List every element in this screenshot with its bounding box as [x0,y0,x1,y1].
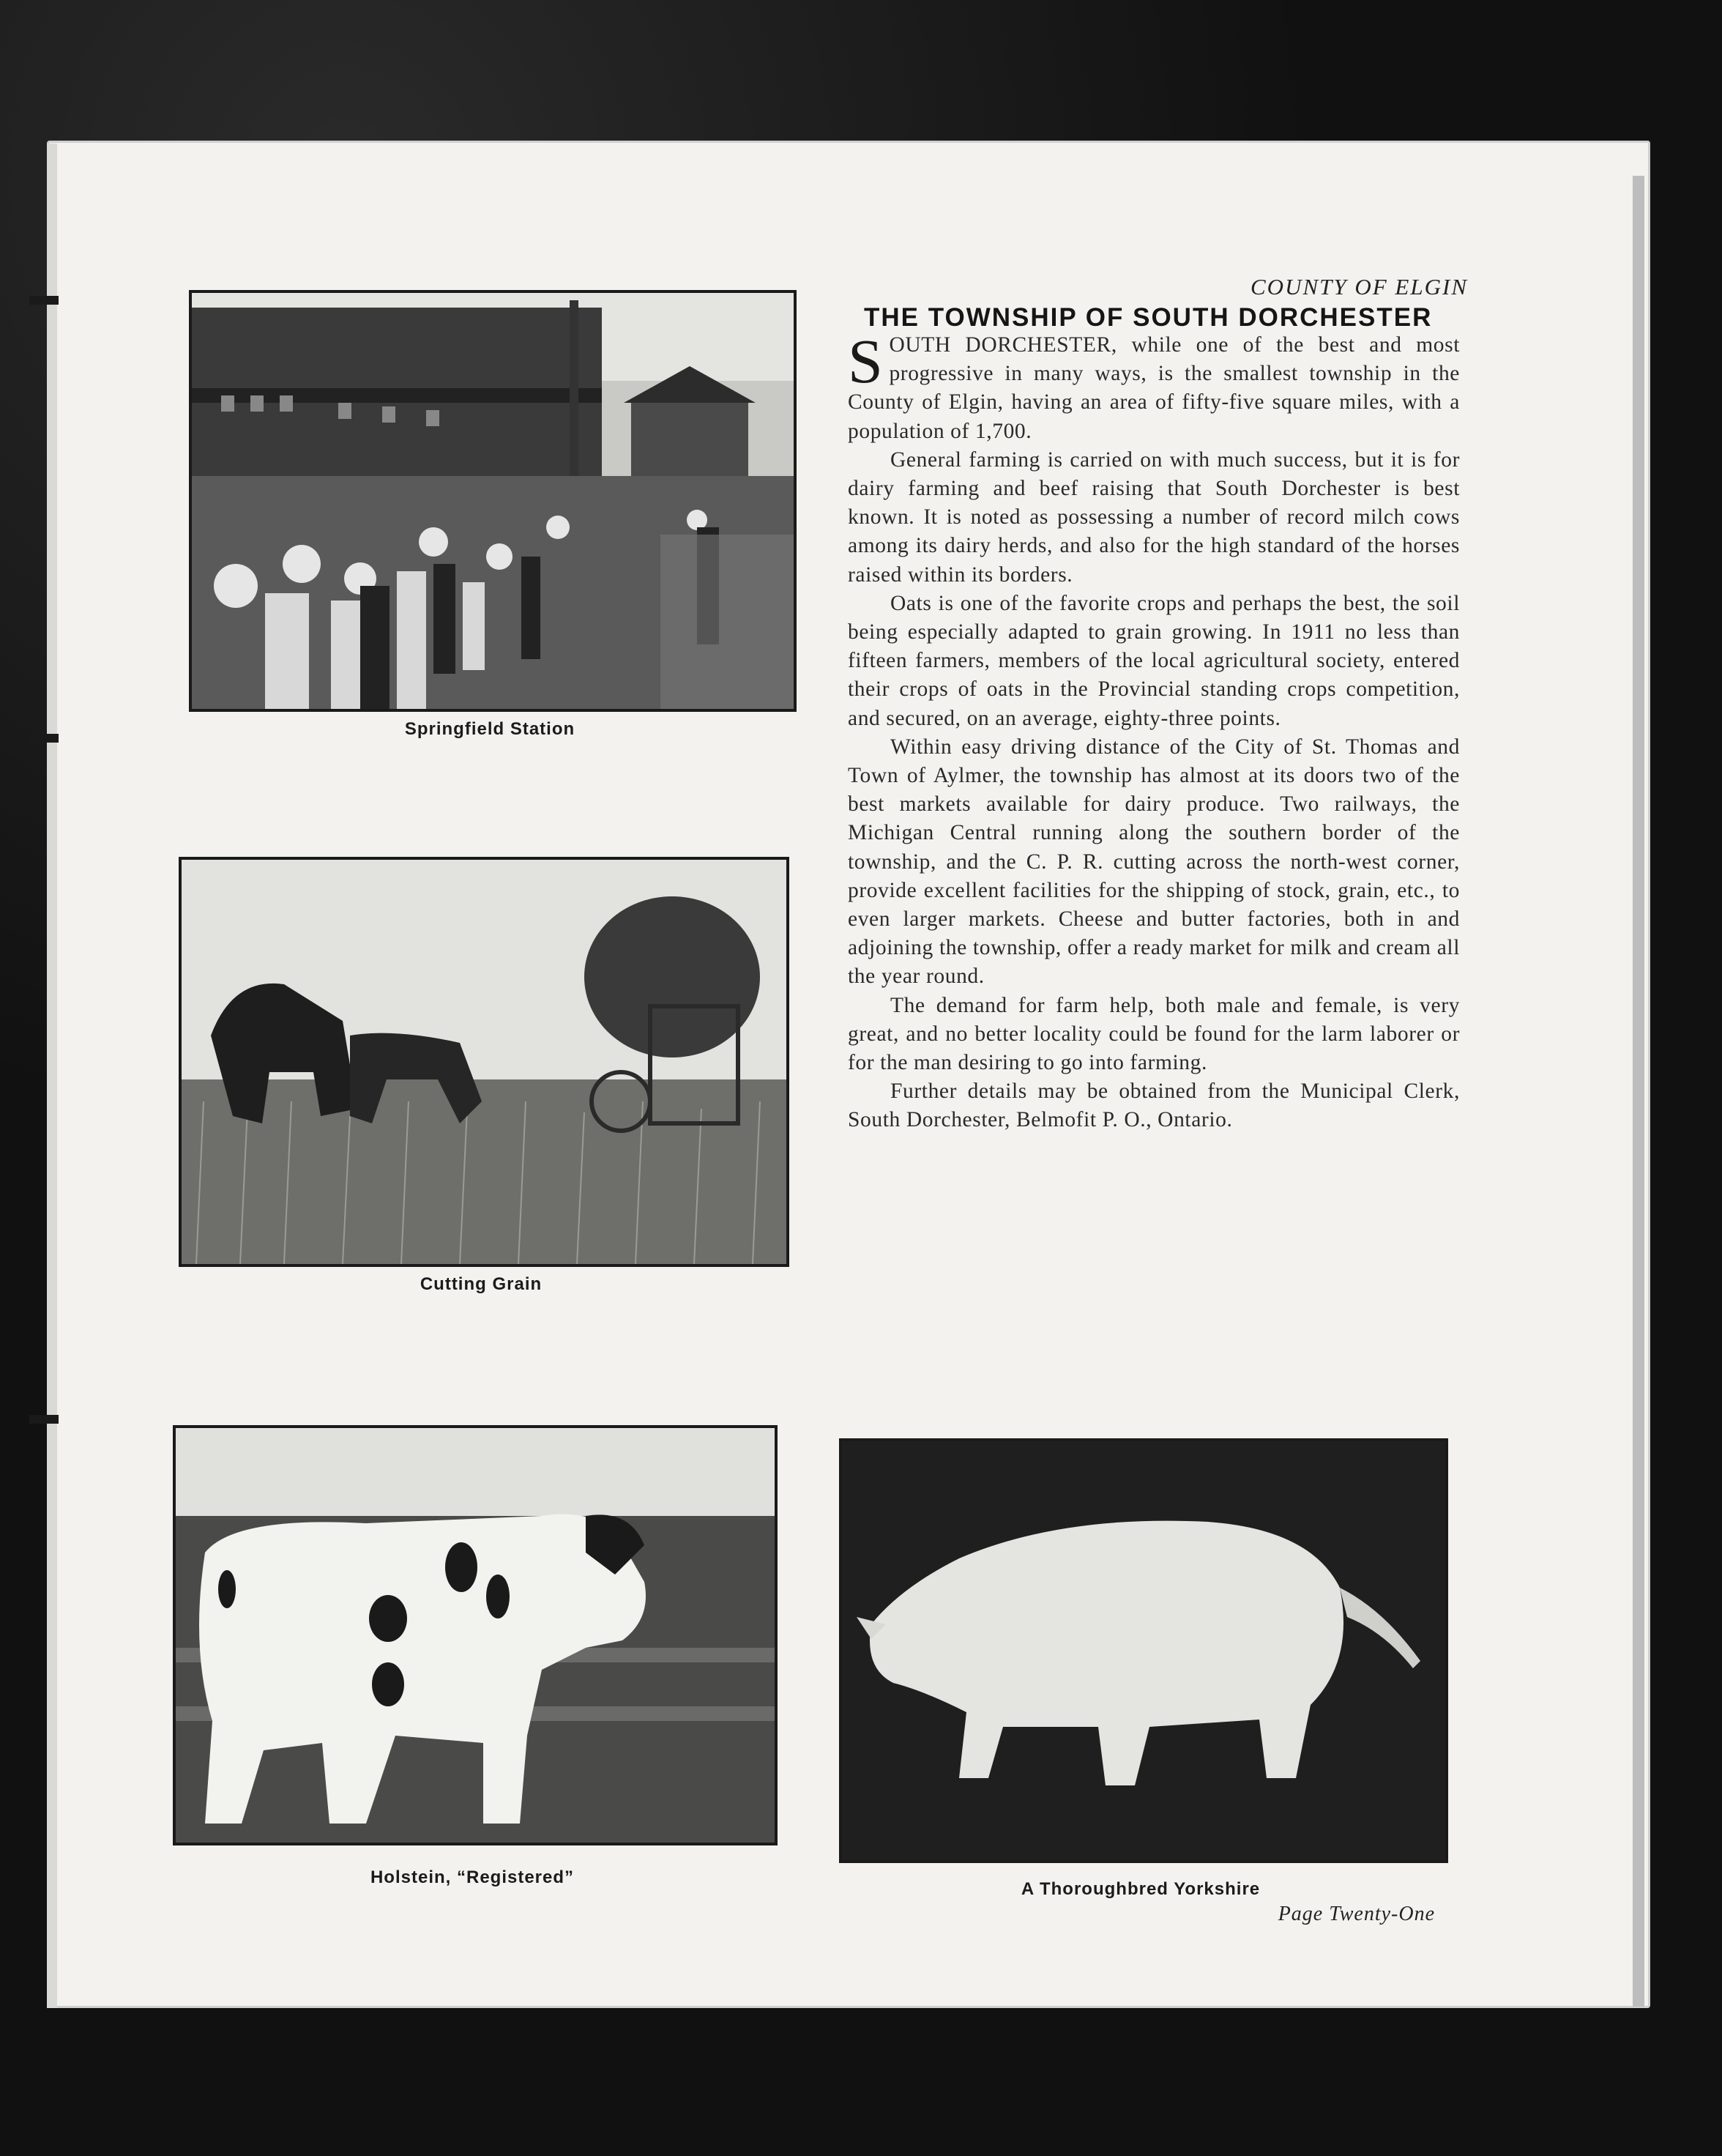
article-paragraph: Within easy driving distance of the City of St. Thomas and Town of Aylmer, the township has almost at its doors two of the best markets available for dairy produce. Two railways, the Michigan Central running along the southern border of the township, and the C. P. R. cutting across the north-west corner, provide excellent facilities for the shipping of stock, grain, etc., to even larger markets. Cheese and butter factories, both in and adjoining the township, offer a ready market for milk and cream all the year round. [848,735,1460,989]
page-gutter [47,144,57,2008]
binding-staple [29,296,59,305]
article-paragraph: SOUTH DORCHESTER, while one of the best and most progressive in many ways, is the smallest township in the County of Elgin, having an area of fifty-five square miles, with a population of 1,700. [848,326,1460,443]
springfield-station-photo [189,290,797,712]
drop-cap: S [848,326,884,396]
photo-caption: Cutting Grain [420,1274,543,1294]
article-paragraph: Further details may be obtained from the Municipal Clerk, South Dorchester, Belmofit P. O., Ontario. [848,1079,1460,1132]
photo-caption: Springfield Station [404,719,575,739]
article-paragraph: The demand for farm help, both male and female, is very great, and no better locality could be found for the larm laborer or for the man desiring to go into farming. [848,993,1460,1075]
binding-staple [29,1415,59,1424]
article-paragraph: General farming is carried on with much success, but it is for dairy farming and beef raising that South Dorchester is best known. It is noted as possessing a number of record milch cows among its dairy herds, and also for the high standard of the horses raised within its borders. [848,447,1460,587]
page-edge [1633,176,1644,2007]
article-paragraph: Oats is one of the favorite crops and perhaps the best, the soil being especially adapted to grain growing. In 1911 no less than fifteen farmers, members of the local agricultural society, entered their crops of oats in the Provincial standing crops competition, and secured, on an average, eighty-three points. [848,591,1460,730]
running-head: COUNTY OF ELGIN [1250,274,1468,300]
holstein-cow-photo [173,1425,778,1845]
page-number: Page Twenty-One [1278,1903,1435,1925]
article-body [848,326,1460,1135]
photo-caption: A Thoroughbred Yorkshire [1021,1879,1261,1899]
article-title: THE TOWNSHIP OF SOUTH DORCHESTER [864,303,1433,332]
yorkshire-pig-photo [839,1438,1448,1863]
cutting-grain-photo [179,857,789,1267]
binding-staple [29,734,59,743]
photo-caption: Holstein, “Registered” [370,1867,575,1887]
